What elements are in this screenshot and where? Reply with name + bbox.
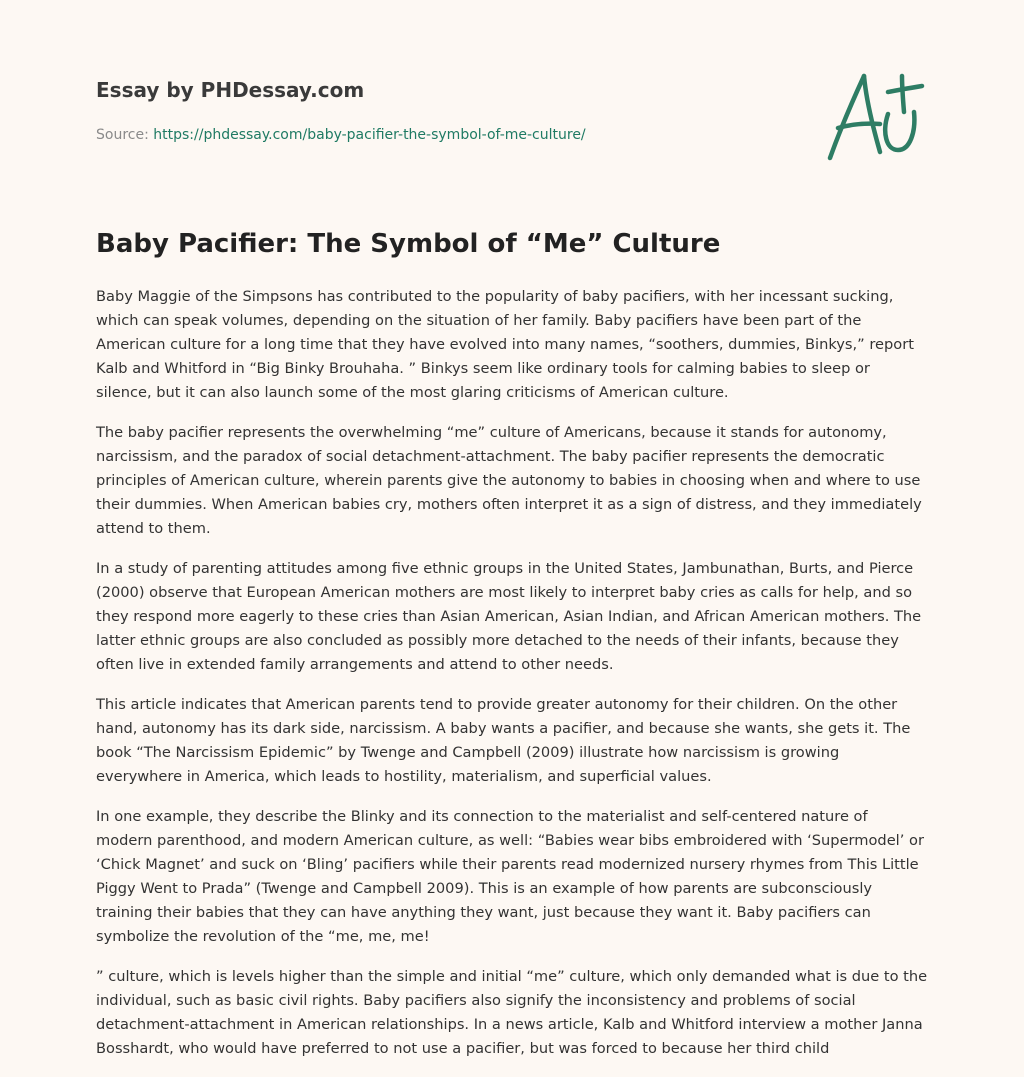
paragraph: In one example, they describe the Blinky and its connection to the materialist and self-centered nature of modern parenthood, and modern American culture, as well: “Babies wear bibs embroidered with ‘Supermodel’ or ‘Chick Magnet’ and suck on ‘Bling’ pacifiers while their parents read modernized nursery rhymes from This Little Piggy Went to Prada” (Twenge and Campbell 2009). This is an example of how parents are subconsciously training their babies that they can have anything they want, just because they want it. Baby pacifiers can symbolize the revolution of the “me, me, me! <box>96 808 924 945</box>
source-link[interactable]: https://phdessay.com/baby-pacifier-the-symbol-of-me-culture/ <box>153 127 586 143</box>
essay-body <box>96 285 928 1077</box>
paragraph: Baby Maggie of the Simpsons has contributed to the popularity of baby pacifiers, with her incessant sucking, which can speak volumes, depending on the situation of her family. Baby pacifiers have been part of the American culture for a long time that they have evolved into many names, “soothers, dummies, Binkys,” report Kalb and Whitford in “Big Binky Brouhaha. ” Binkys seem like ordinary tools for calming babies to sleep or silence, but it can also launch some of the most glaring criticisms of American culture. <box>96 288 914 401</box>
source-label: Source: <box>96 127 154 143</box>
page-header <box>96 76 796 145</box>
paragraph: ” culture, which is levels higher than the simple and initial “me” culture, which only demanded what is due to the individual, such as basic civil rights. Baby pacifiers also signify the inconsistency and problems of social detachment-attachment in American relationships. In a news article, Kalb and Whitford interview a mother Janna Bosshardt, who would have preferred to not use a pacifier, but was forced to because her third child <box>96 968 928 1057</box>
paragraph: This article indicates that American parents tend to provide greater autonomy for their children. On the other hand, autonomy has its dark side, narcissism. A baby wants a pacifier, and because she wants, she gets it. The book “The Narcissism Epidemic” by Twenge and Campbell (2009) illustrate how narcissism is growing everywhere in America, which leads to hostility, materialism, and superficial values. <box>96 696 911 785</box>
a-plus-logo-icon <box>822 66 932 166</box>
essay-title: Baby Pacifier: The Symbol of “Me” Culture <box>96 229 721 259</box>
paragraph: In a study of parenting attitudes among five ethnic groups in the United States, Jambunathan, Burts, and Pierce (2000) observe that European American mothers are most likely to interpret baby cries as calls for help, and so they respond more eagerly to these cries than Asian American, Asian Indian, and African American mothers. The latter ethnic groups are also concluded as possibly more detached to the needs of their infants, because they often live in extended family arrangements and attend to other needs. <box>96 560 922 673</box>
site-brand: Essay by PHDessay.com <box>96 78 365 102</box>
paragraph: The baby pacifier represents the overwhelming “me” culture of Americans, because it stands for autonomy, narcissism, and the paradox of social detachment-attachment. The baby pacifier represents the democratic principles of American culture, wherein parents give the autonomy to babies in choosing when and where to use their dummies. When American babies cry, mothers often interpret it as a sign of distress, and they immediately attend to them. <box>96 424 922 537</box>
source-line <box>96 125 796 145</box>
